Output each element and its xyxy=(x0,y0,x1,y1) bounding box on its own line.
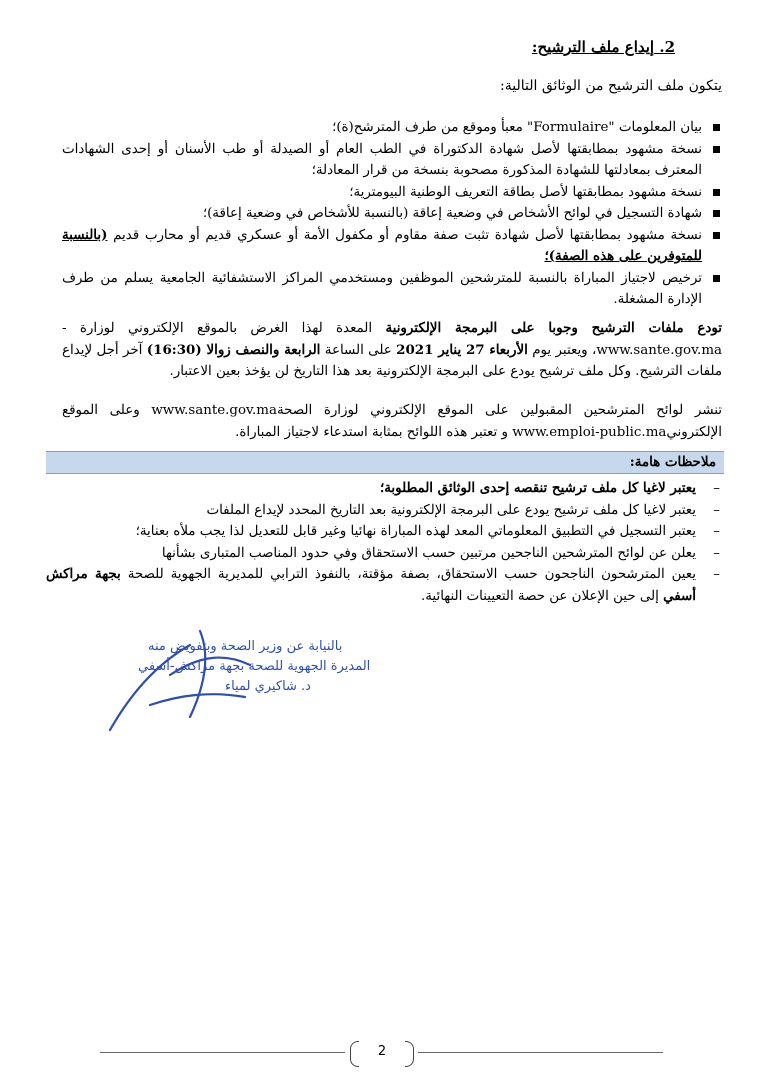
list-item: بيان المعلومات "Formulaire" معبأ وموقع من طرف المترشح(ة)؛ xyxy=(62,117,722,139)
list-item: شهادة التسجيل في لوائح الأشخاص في وضعية إعاقة (بالنسبة للأشخاص في وضعية إعاقة)؛ xyxy=(62,203,722,225)
documents-list xyxy=(62,117,722,311)
notes-header: ملاحظات هامة: xyxy=(629,454,716,470)
footer-rule-right xyxy=(418,1052,663,1053)
stamp-line: بالنيابة عن وزير الصحة وبتفويض منه xyxy=(148,639,343,654)
publication-paragraph: تنشر لوائح المترشحين المقبولين على الموقع الإلكتروني لوزارة الصحةwww.sante.gov.ma وعلى الموقع الإلكترونيwww.emploi-public.ma و تعتبر هذه اللوائح بمثابة استدعاء لاجتياز المباراة. xyxy=(62,403,722,440)
bullet-square-icon xyxy=(713,275,720,282)
page-number: 2 xyxy=(377,1044,387,1059)
list-item: نسخة مشهود بمطابقتها لأصل بطاقة التعريف الوطنية البيومترية؛ xyxy=(62,182,722,204)
right-brace-icon xyxy=(405,1041,414,1067)
document5-condition: (بالنسبة للمتوفرين على هذه الصفة)؛ xyxy=(62,226,702,264)
dash-icon: – xyxy=(713,502,720,518)
bullet-square-icon xyxy=(713,146,720,153)
dash-icon: – xyxy=(713,567,720,582)
deposit-paragraph: تودع ملفات الترشيح وجوبا على البرمجة الإلكترونية المعدة لهذا الغرض بالموقع الإلكتروني لوزارة -www.sante.gov.ma، ويعتبر يوم الأربعاء 27 يناير 2021 على الساعة الرابعة والنصف زوالا (16:30) آخر أجل لإيداع ملفات الترشيح. وكل ملف ترشيح يودع على البرمجة الإلكترونية بعد هذا التاريخ لن يؤخذ بعين الاعتبار. xyxy=(62,320,722,379)
left-brace-icon xyxy=(350,1041,359,1067)
list-item: ترخيص لاجتياز المباراة بالنسبة للمترشحين الموظفين ومستخدمي المراكز الاستشفائية الجامعية يسلم من طرف الإدارة المشغلة. xyxy=(62,268,722,311)
list-item: – يعلن عن لوائح المترشحين الناجحين مرتبين حسب الاستحقاق وفي حدود المناصب المتبارى بشأنها xyxy=(46,543,722,565)
footer-rule-left xyxy=(100,1052,345,1053)
list-item: – يعتبر لاغيا كل ملف ترشيح يودع على البرمجة الإلكترونية بعد التاريخ المحدد لإيداع الملفات xyxy=(46,500,722,522)
signature-stamp xyxy=(50,625,380,737)
list-item: نسخة مشهود بمطابقتها لأصل شهادة تثبت صفة مقاوم أو مكفول الأمة أو عسكري قديم أو محارب قديم (بالنسبة للمتوفرين على هذه الصفة)؛ xyxy=(62,225,722,268)
list-item: نسخة مشهود بمطابقتها لأصل شهادة الدكتوراة في الطب العام أو الصيدلة أو طب الأسنان أو إحدى الشهادات المعترف بمعادلتها للشهادة المذكورة مصحوبة بنسخة من قرار المعادلة؛ xyxy=(62,139,722,182)
bullet-square-icon xyxy=(713,210,720,217)
section-heading xyxy=(532,38,675,56)
list-item: – يعين المترشحون الناجحون حسب الاستحقاق، بصفة مؤقتة، بالنفوذ الترابي للمديرية الجهوية للصحة بجهة مراكش أسفي إلى حين الإعلان عن حصة التعيينات النهائية. xyxy=(46,566,720,604)
list-item: – يعتبر التسجيل في التطبيق المعلوماتي المعد لهذه المباراة نهائيا وغير قابل للتعديل لذا يجب ملأه بعناية؛ xyxy=(46,521,722,543)
section-title: إيداع ملف الترشيح: xyxy=(531,38,655,56)
list-item: – يعتبر لاغيا كل ملف ترشيح تنقصه إحدى الوثائق المطلوبة؛ xyxy=(46,478,722,500)
section-intro: يتكون ملف الترشيح من الوثائق التالية: xyxy=(500,78,722,94)
handwritten-signature-icon xyxy=(50,625,380,737)
deadline-date: الأربعاء 27 يناير 2021 xyxy=(396,341,528,358)
bullet-square-icon xyxy=(713,232,720,239)
stamp-line: د. شاكيري لمياء xyxy=(225,679,311,694)
notes-list xyxy=(46,478,722,607)
bullet-square-icon xyxy=(713,124,720,131)
bullet-square-icon xyxy=(713,189,720,196)
region-name: بجهة مراكش أسفي xyxy=(46,566,696,604)
notes-header-bar xyxy=(46,451,724,474)
dash-icon: – xyxy=(713,524,720,539)
section-number: 2. xyxy=(659,38,675,56)
deadline-time: الرابعة والنصف زوالا (16:30) xyxy=(146,341,321,358)
dash-icon: – xyxy=(713,545,720,561)
stamp-line: المديرة الجهوية للصحة بجهة مراكش-أسفي xyxy=(138,659,371,674)
dash-icon: – xyxy=(713,481,720,496)
